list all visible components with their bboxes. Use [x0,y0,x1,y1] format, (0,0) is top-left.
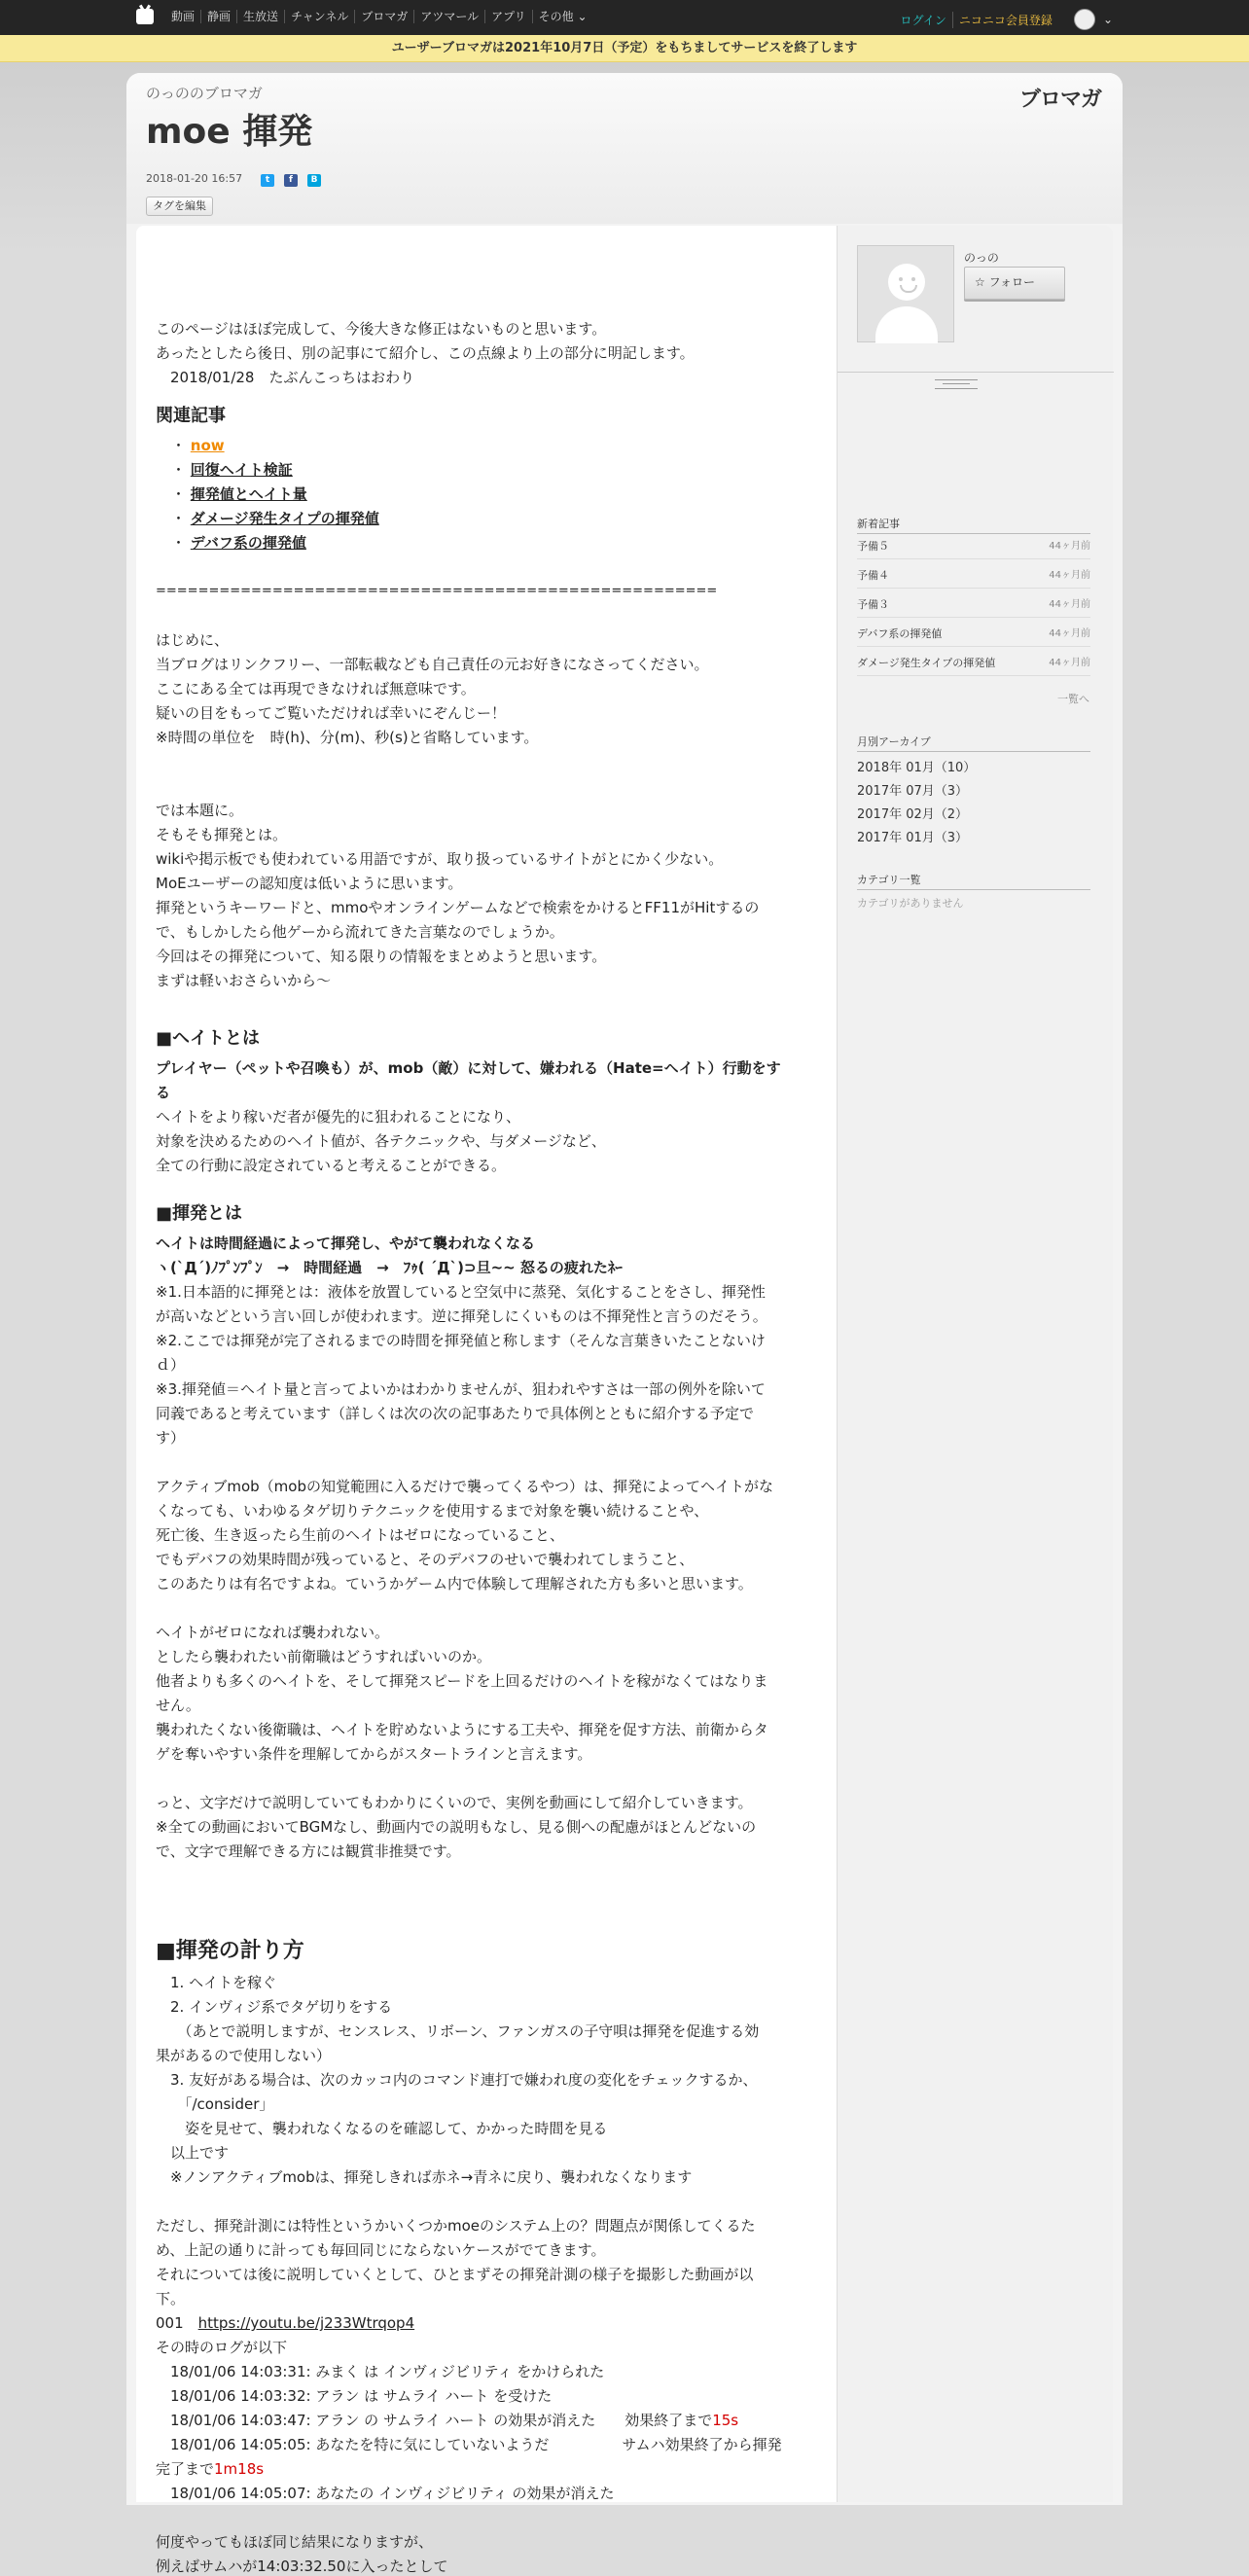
recent-post-item[interactable] [857,538,1090,559]
text-line: ※2.ここでは揮発が完了されるまでの時間を揮発値と称します（そんな言葉きいたことないけ [156,1332,766,1349]
hatena-bookmark-icon[interactable]: B [307,174,321,187]
recent-post-age: 44ヶ月前 [1049,570,1090,581]
related-link[interactable]: 揮発値とヘイト量 [190,485,307,503]
recent-post-age: 44ヶ月前 [1049,599,1090,610]
related-link[interactable]: 回復ヘイト検証 [190,461,293,479]
bold-line: る [156,1084,171,1101]
nav-other-label: その他 [538,10,574,23]
top-navigation-bar [0,0,1249,35]
text-line: 今回はその揮発について、知る限りの情報をまとめようと思います。 [156,948,607,965]
log-highlight: 15s [712,2412,739,2429]
intro-line: 2018/01/28 たぶんこっちはおわり [156,369,415,386]
register-link[interactable]: ニコニコ会員登録 [952,12,1053,28]
user-avatar-icon[interactable] [1074,9,1095,30]
text-line: 「/consider」 [156,2095,274,2113]
text-line: ※ノンアクティブmobは、揮発しきれば赤ネ→青ネに戻り、襲われなくなります [156,2168,693,2186]
text-line: ゲを奪いやすい条件を理解してからがスタートラインと言えます。 [156,1745,592,1763]
text-line: 他者よりも多くのヘイトを、そして揮発スピードを上回るだけのヘイトを稼がなくてはなりま [156,1672,768,1690]
text-line: くなっても、いわゆるタゲ切りテクニックを使用するまで対象を襲い続けることや、 [156,1502,709,1520]
related-heading: 関連記事 [156,406,226,426]
text-line: ※3.揮発値＝ヘイト量と言ってよいかはわかりませんが、狙われやすさは一部の例外を除いて [156,1380,766,1398]
nav-link-other[interactable] [532,10,593,23]
nav-link-app[interactable]: アプリ [484,10,532,23]
text-line: 死亡後、生き返ったら生前のヘイトはゼロになっていること、 [156,1526,565,1544]
text-line: アクティブmob（mobの知覚範囲に入るだけで襲ってくるやつ）は、揮発によってヘイトがな [156,1478,773,1495]
category-title: カテゴリ一覧 [857,872,1090,890]
service-links [165,10,593,23]
recent-post-item[interactable] [857,567,1090,589]
recent-post-item[interactable] [857,626,1090,647]
text-line: はじめに、 [156,631,230,649]
edit-tags-button[interactable]: タグを編集 [146,197,213,216]
sidebar-divider [838,372,1114,373]
video-number: 001 [156,2314,184,2332]
post-date: 2018-01-20 16:57 [146,172,243,185]
service-end-notice: ユーザーブロマガは2021年10月7日（予定）をもちましてサービスを終了します [0,35,1249,62]
nav-link-bromaga[interactable]: ブロマガ [354,10,413,23]
article-body [136,226,837,2575]
text-line: 以上です [156,2144,230,2162]
blog-header [126,73,1123,224]
log-line: 18/01/06 14:03:31: みまく は インヴィジビリティ をかけられた [156,2363,605,2380]
log-line: 18/01/06 14:03:32: アラン は サムライ ハート を受けた [156,2387,553,2405]
bold-line: ヽ(`Д´)ﾉﾌﾟﾝﾌﾟﾝ → 時間経過 → ﾌｩ( ´Д`)⊃旦~~ 怒るの疲れたﾈｰ [156,1259,623,1276]
text-line: ※1.日本語的に揮発とは：液体を放置していると空気中に蒸発、気化することをさし、揮発性 [156,1283,766,1301]
niconico-tv-icon[interactable] [136,9,154,24]
text-line: 襲われたくない後衛職は、ヘイトを貯めないようにする工夫や、揮発を促す方法、前衛からタ [156,1721,768,1738]
text-line: 対象を決めるためのヘイト値が、各テクニックや、与ダメージなど、 [156,1132,606,1150]
intro-line: このページはほぼ完成して、今後大きな修正はないものと思います。 [156,320,607,338]
text-line: ヘイトをより稼いだ者が優先的に狙われることになり、 [156,1108,521,1126]
archive-item[interactable]: 2017年 02月（2） [857,807,969,822]
login-link[interactable]: ログイン [900,13,946,27]
related-link[interactable]: デバフ系の揮発値 [190,534,306,552]
text-line: このあたりは有名ですよね。ていうかゲーム内で体験して理解された方も多いと思います。 [156,1575,753,1592]
log-line [156,2411,738,2430]
page-title: moe 揮発 [146,112,313,152]
section-heading: ■揮発とは [156,1203,243,1224]
chevron-down-icon: ⌄ [577,10,588,23]
text-line: 姿を見せて、襲われなくなるのを確認して、かかった時間を見る [156,2120,608,2137]
recent-post-title: 予備５ [857,540,889,553]
star-icon: ☆ [975,275,985,289]
text-line: で、文字で理解できる方には観賞非推奨です。 [156,1843,461,1860]
nav-link-seiga[interactable]: 静画 [200,10,236,23]
category-empty: カテゴリがありません [857,897,964,910]
log-text: 完了まで [156,2460,215,2478]
text-line: 2. インヴィジ系でタゲ切りをする [156,1998,393,2016]
bold-line: プレイヤー（ペットや召喚も）が、mob（敵）に対して、嫌われる（Hate=ヘイト）行動をす [156,1059,781,1077]
default-avatar-icon[interactable] [857,245,954,342]
more-posts-link[interactable]: 一覧へ [1057,693,1089,705]
text-line: 同義であると考えています（詳しくは次の次の記事あたりで具体例とともに紹介する予定で [156,1405,755,1422]
related-link-now[interactable]: now [190,437,225,454]
log-line [156,2459,264,2479]
text-line: 疑いの目をもってご覧いただければ幸いにぞんじー！ [156,704,507,722]
sidebar [837,226,1113,2502]
text-line: wikiや掲示板でも使われている用語ですが、取り扱っているサイトがとにかく少ない。 [156,850,724,868]
nav-link-channel[interactable]: チャンネル [284,10,354,23]
text-line: 当ブログはリンクフリー、一部転載なども自己責任の元お好きになさってください。 [156,656,709,673]
log-line: 18/01/06 14:05:07: あなたの インヴィジビリティ の効果が消えた [156,2485,615,2502]
text-line: ただし、揮発計測には特性というかいくつかmoeのシステム上の？問題点が関係してくるた [156,2217,756,2235]
section-heading: ■揮発の計り方 [156,1939,304,1963]
text-line: そもそも揮発とは。 [156,826,288,843]
follow-button[interactable] [964,267,1065,300]
nav-link-atsumaru[interactable]: アツマール [413,10,484,23]
text-line: せん。 [156,1697,200,1714]
blog-name[interactable]: のっののブロマガ [146,85,263,102]
text-line: っと、文字だけで説明していてもわかりにくいので、実例を動画にして紹介していきます。 [156,1794,753,1811]
text-line: 何度やってもほぼ同じ結果になりますが、 [156,2533,434,2551]
text-line: その時のログが以下 [156,2339,288,2356]
blog-frame [126,73,1123,2575]
recent-post-age: 44ヶ月前 [1049,541,1090,552]
recent-post-age: 44ヶ月前 [1049,658,1090,668]
archive-title: 月別アーカイブ [857,733,1090,752]
video-line [156,2313,414,2333]
archive-item[interactable]: 2018年 01月（10） [857,761,977,775]
text-line: ※時間の単位を 時(h)、分(m)、秒(s)と省略しています。 [156,729,539,746]
text-line: 3. 友好がある場合は、次のカッコ内のコマンド連打で嫌われ度の変化をチェックするか、 [156,2071,758,2089]
text-line: す） [156,1429,186,1447]
chevron-down-icon[interactable]: ⌄ [1102,13,1113,26]
text-line: 果があるので使用しない） [156,2047,332,2064]
nav-link-douga[interactable]: 動画 [171,10,196,23]
bromaga-logo[interactable]: ブロマガ [1018,88,1101,112]
related-item: ・ 回復ヘイト検証 [171,461,293,479]
author-name[interactable]: のっの [964,251,999,265]
bold-line: ヘイトは時間経過によって揮発し、やがて襲われなくなる [156,1234,536,1252]
log-highlight: 1m18s [214,2460,265,2478]
recent-post-title: 予備４ [857,569,889,582]
text-line: （あとで説明しますが、センスレス、リボーン、ファンガスの子守唄は揮発を促進する効 [156,2022,760,2040]
text-line: 揮発というキーワードと、mmoやオンラインゲームなどで検索をかけるとFF11がHitするの [156,899,760,916]
text-line: それについては後に説明していくとして、ひとまずその揮発計測の様子を撮影した動画が以 [156,2266,754,2283]
archive-item[interactable]: 2017年 07月（3） [857,784,969,799]
intro-line: あったとしたら後日、別の記事にて紹介し、この点線より上の部分に明記します。 [156,344,695,362]
text-line: としたら襲われたい前衛職はどうすればいいのか。 [156,1648,492,1665]
avatar-head [888,264,925,301]
archive-item[interactable]: 2017年 01月（3） [857,831,969,845]
text-line: まずは軽いおさらいから～ [156,972,332,989]
follow-label: フォロー [988,275,1035,289]
recent-post-title: デバフ系の揮発値 [857,627,943,640]
text-line: 下。 [156,2290,186,2308]
recent-post-age: 44ヶ月前 [1049,628,1090,639]
youtube-link[interactable]: https://youtu.be/j233Wtrqop4 [197,2314,415,2332]
recent-post-item[interactable] [857,655,1090,676]
section-heading: ■ヘイトとは [156,1028,261,1049]
recent-post-title: ダメージ発生タイプの揮発値 [857,657,996,669]
text-line: でもデバフの効果時間が残っていると、そのデバフのせいで襲われてしまうこと、 [156,1551,695,1568]
text-line: ヘイトがゼロになれば襲われない。 [156,1624,390,1641]
recent-post-title: 予備３ [857,598,889,611]
twitter-share-icon[interactable]: t [261,174,274,187]
text-line: MoEユーザーの認知度は低いように思います。 [156,875,463,892]
related-item: ・ 揮発値とヘイト量 [171,485,307,503]
text-line: ここにある全ては再現できなければ無意味です。 [156,680,476,698]
text-line: が高いなどという言い回しが使われます。逆に揮発しにくいものは不揮発性と言うのだそう。 [156,1307,767,1325]
text-line: め、上記の通りに計っても毎回同じにならないケースがでてきます。 [156,2241,606,2259]
text-line: ※全ての動画においてBGMなし、動画内での説明もなし、見る側への配慮がほとんどないの [156,1818,757,1836]
recent-post-item[interactable] [857,596,1090,618]
related-item: ・ ダメージ発生タイプの揮発値 [171,510,379,527]
log-line: 18/01/06 14:05:05: あなたを特に気にしていないようだ サムハ効果終了から揮発 [156,2436,782,2453]
related-item: ・ now [171,437,225,454]
account-area [901,9,1113,30]
text-line: 1. ヘイトを稼ぐ [156,1974,277,1991]
facebook-share-icon[interactable]: f [284,174,298,187]
avatar-body [875,306,938,343]
nav-link-live[interactable]: 生放送 [236,10,284,23]
text-line: ｄ） [156,1356,186,1374]
related-link[interactable]: ダメージ発生タイプの揮発値 [190,510,379,527]
text-line: 全ての行動に設定されていると考えることができる。 [156,1157,507,1174]
related-item: ・ デバフ系の揮発値 [171,534,306,552]
recent-posts-title: 新着記事 [857,516,1090,534]
text-line: 例えばサムハが14:03:32.50に入ったとして [156,2558,448,2575]
log-text: 18/01/06 14:03:47: アラン の サムライ ハート の効果が消えた 効果終了まで [156,2412,713,2429]
collapse-handle-icon[interactable] [935,379,978,389]
text-line: では本題に。 [156,802,244,819]
separator-line: ===================================================== [156,584,718,598]
text-line: で、もしかしたら他ゲーから流れてきた言葉なのでしょうか。 [156,923,564,941]
